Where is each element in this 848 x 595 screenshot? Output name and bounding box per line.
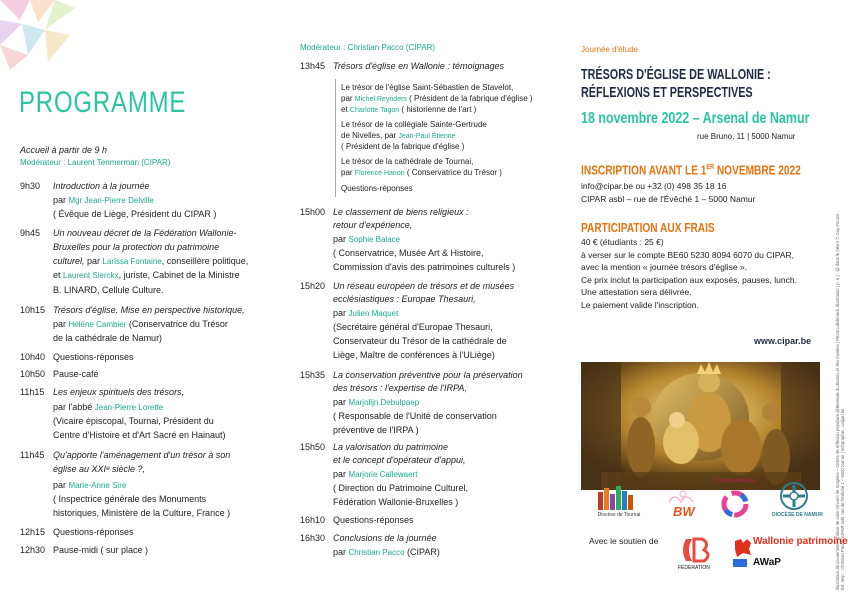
time-label: 10h40 (20, 352, 46, 362)
inscription-title: INSCRIPTION AVANT LE 1ER NOVEMBRE 2022 (581, 162, 801, 178)
witness-text: ( Président de la fabrique d'église ) (341, 142, 465, 151)
talk-title: Le classement de biens religieux : (333, 207, 469, 217)
speaker-role: Commission d'avis des patrimoines culturels ) (333, 262, 516, 272)
time-label: 15h20 (300, 281, 326, 291)
speaker-role: ( Direction du Patrimoine Culturel, (333, 483, 469, 493)
witness-text: Le trésor de la collégiale Sainte-Gertrude (341, 120, 487, 129)
talk-title: et le concept d'opérateur d'appui, (333, 455, 466, 465)
speaker-line: par Julien Maquet (333, 308, 399, 318)
talk-title: Introduction à la journée (53, 181, 150, 191)
time-label: 12h15 (20, 527, 46, 537)
time-label: 9h30 (20, 181, 41, 191)
time-label: 16h10 (300, 515, 326, 525)
speaker-role: ( Évêque de Liège, Président du CIPAR ) (53, 209, 217, 219)
speaker-role: Fédération Wallonie-Bruxelles ) (333, 497, 459, 507)
session-label: Pause-midi ( sur place ) (53, 545, 149, 555)
event-date-venue: 18 novembre 2022 – Arsenal de Namur (581, 110, 810, 127)
talk-title: des trésors : l'expertise de l'IRPA, (333, 383, 467, 393)
event-kicker: Journée d'étude (581, 45, 639, 54)
speaker-line: culturel, par Larissa Fontaine, conseillère politique, (53, 256, 249, 266)
speaker-line: par Marjolijn Debulpaep (333, 397, 420, 407)
speaker-role: ( Responsable de l'Unité de conservation (333, 411, 497, 421)
logo-diocese-liege: Diocèse de Liège (715, 478, 755, 522)
time-label: 15h50 (300, 442, 326, 452)
logo-wallonie-patrimoine: Wallonie patrimoine AWaP (733, 537, 823, 573)
speaker-role: de la cathédrale de Namur) (53, 333, 163, 343)
session-label: Questions-réponses (53, 527, 134, 537)
speaker-line: par Mgr Jean-Pierre Delville (53, 195, 154, 205)
logo-bw: BW (661, 488, 705, 524)
speaker-role: (Secrétaire général d'Europae Thesauri, (333, 322, 493, 332)
programme-title: PROGRAMME (19, 86, 187, 119)
time-label: 15h00 (300, 207, 326, 217)
afternoon-moderator: Modérateur : Christian Pacco (CIPAR) (300, 43, 436, 52)
time-label: 11h45 (20, 450, 45, 460)
welcome-text: Accueil à partir de 9 h (20, 145, 108, 155)
reliquary-photo (581, 362, 820, 490)
talk-title: retour d'expérience, (333, 220, 413, 230)
speaker-line: par Marie-Anne Sire (53, 480, 127, 490)
time-label: 10h50 (20, 369, 46, 379)
speaker-line: par l'abbé Jean-Pierre Lorette (53, 402, 164, 412)
speaker-role: Conservateur du Trésor de la cathédrale de (333, 336, 507, 346)
speaker-line: par Sophie Balace (333, 234, 401, 244)
speaker-role: Centre d'Histoire et d'Art Sacré en Hainaut) (53, 430, 226, 440)
time-label: 12h30 (20, 545, 46, 555)
time-label: 9h45 (20, 228, 41, 238)
talk-title: Trésors d'église. Mise en perspective historique, (53, 305, 245, 315)
contact-address: CIPAR asbl – rue de l'Évêché 1 – 5000 Namur (581, 194, 756, 204)
speaker-role: (Vicaire épiscopal, Tournai, Président du (53, 416, 214, 426)
time-label: 11h15 (20, 387, 45, 397)
time-label: 16h30 (300, 533, 326, 543)
talk-title: La conservation préventive pour la préservation (333, 370, 523, 380)
session-label: Questions-réponses (53, 352, 134, 362)
talk-title: Un nouveau décret de la Fédération Wallonie- (53, 228, 237, 238)
speaker-role: préventive de l'IRPA ) (333, 425, 419, 435)
talk-title: Un réseau européen de trésors et de musées (333, 281, 515, 291)
time-label: 15h35 (300, 370, 326, 380)
logo-diocese-tournai: Diocèse de Tournai (594, 482, 644, 522)
talk-title: ecclésiastiques : Europae Thesauri, (333, 294, 476, 304)
session-title: Trésors d'église en Wallonie : témoignages (333, 61, 504, 71)
witness-text: et Charlotte Tagon ( historienne de l'art ) (341, 105, 477, 114)
session-label: Questions-réponses (333, 515, 414, 525)
time-label: 13h45 (300, 61, 326, 71)
speaker-line: par Hélène Cambier (Conservatrice du Trésor (53, 319, 228, 329)
witness-text: Le trésor de l'église Saint-Sébastien de Stavelot, (341, 83, 514, 92)
session-label: Pause-café (53, 369, 99, 379)
morning-moderator: Modérateur : Laurent Tenmerman (CIPAR) (20, 158, 171, 167)
witness-text: de Nivelles, par Jean-Paul Étienne (341, 131, 456, 140)
talk-title: Les enjeux spirituels des trésors, (53, 387, 185, 397)
rosette-decoration (0, 0, 75, 70)
speaker-line: par Marjorie Callewaert (333, 469, 418, 479)
website-link[interactable]: www.cipar.be (754, 336, 812, 346)
session-label: Questions-réponses (341, 184, 413, 193)
speaker-role: Liège, Maître de conférences à l'ULiège) (333, 350, 495, 360)
support-label: Avec le soutien de (589, 536, 659, 546)
speaker-role: B. LINARD, Cellule Culture. (53, 285, 164, 295)
witness-text: Le trésor de la cathédrale de Tournai, (341, 157, 474, 166)
talk-title: Bruxelles pour la protection du patrimoine (53, 242, 220, 252)
speaker-role: ( Conservatrice, Musée Art & Histoire, (333, 248, 484, 258)
talk-title: Conclusions de la journée (333, 533, 437, 543)
logo-federation-wb: FÉDÉRATION (678, 535, 718, 575)
witness-bracket (335, 79, 336, 197)
talk-title: Qu'apporte l'aménagement d'un trésor à son (53, 450, 231, 460)
speaker-role: historiques, Ministère de la Culture, France ) (53, 508, 231, 518)
logo-diocese-namur: DIOCÈSE DE NAMUR (772, 480, 816, 524)
event-title: TRÉSORS D'ÉGLISE DE WALLONIE : RÉFLEXIONS ET PERSPECTIVES (581, 66, 771, 101)
witness-text: par Michel Reynders ( Président de la fabrique d'église ) (341, 94, 533, 103)
venue-address: rue Bruno, 11 | 5000 Namur (697, 132, 796, 141)
contact-email[interactable]: info@cipar.be ou +32 (0) 498 35 18 16 (581, 181, 727, 191)
talk-title: église au XXIᵉ siècle ?, (53, 464, 146, 474)
vertical-credits: Illustration de couverture : Châsse de saint-Vincent de Soignies – Centre de réflexion populaire @Biennale du Bossio et des musées | Photo Lillebroeck Illustration ( p. 6 ) : @ dans le trésor © Guy Focant Éd. resp. : Christian Pacco, CIPAR asbl, rue de l'Évêché 1 – 5000 Namur | Infographie : calgari.be (835, 213, 845, 590)
speaker-role: ( Inspectrice générale des Monuments (53, 494, 207, 504)
participation-title: PARTICIPATION AUX FRAIS (581, 220, 715, 235)
time-label: 10h15 (20, 305, 46, 315)
talk-title: La valorisation du patrimoine (333, 442, 449, 452)
speaker-line: par Christian Pacco (CIPAR) (333, 547, 440, 557)
speaker-line: et Laurent Sierckx, juriste, Cabinet de la Ministre (53, 270, 240, 280)
fees-block: 40 € (étudiants : 25 €) à verser sur le compte BE60 5230 8094 6070 du CIPAR, avec la mention « journée trésors d'église ». Ce prix inclut la participation aux exposés, pauses, lunch. Une attestation sera délivrée. Le paiement valide l'inscription. (581, 237, 797, 310)
witness-text: par Florence Hanon ( Conservatrice du Trésor ) (341, 168, 502, 177)
